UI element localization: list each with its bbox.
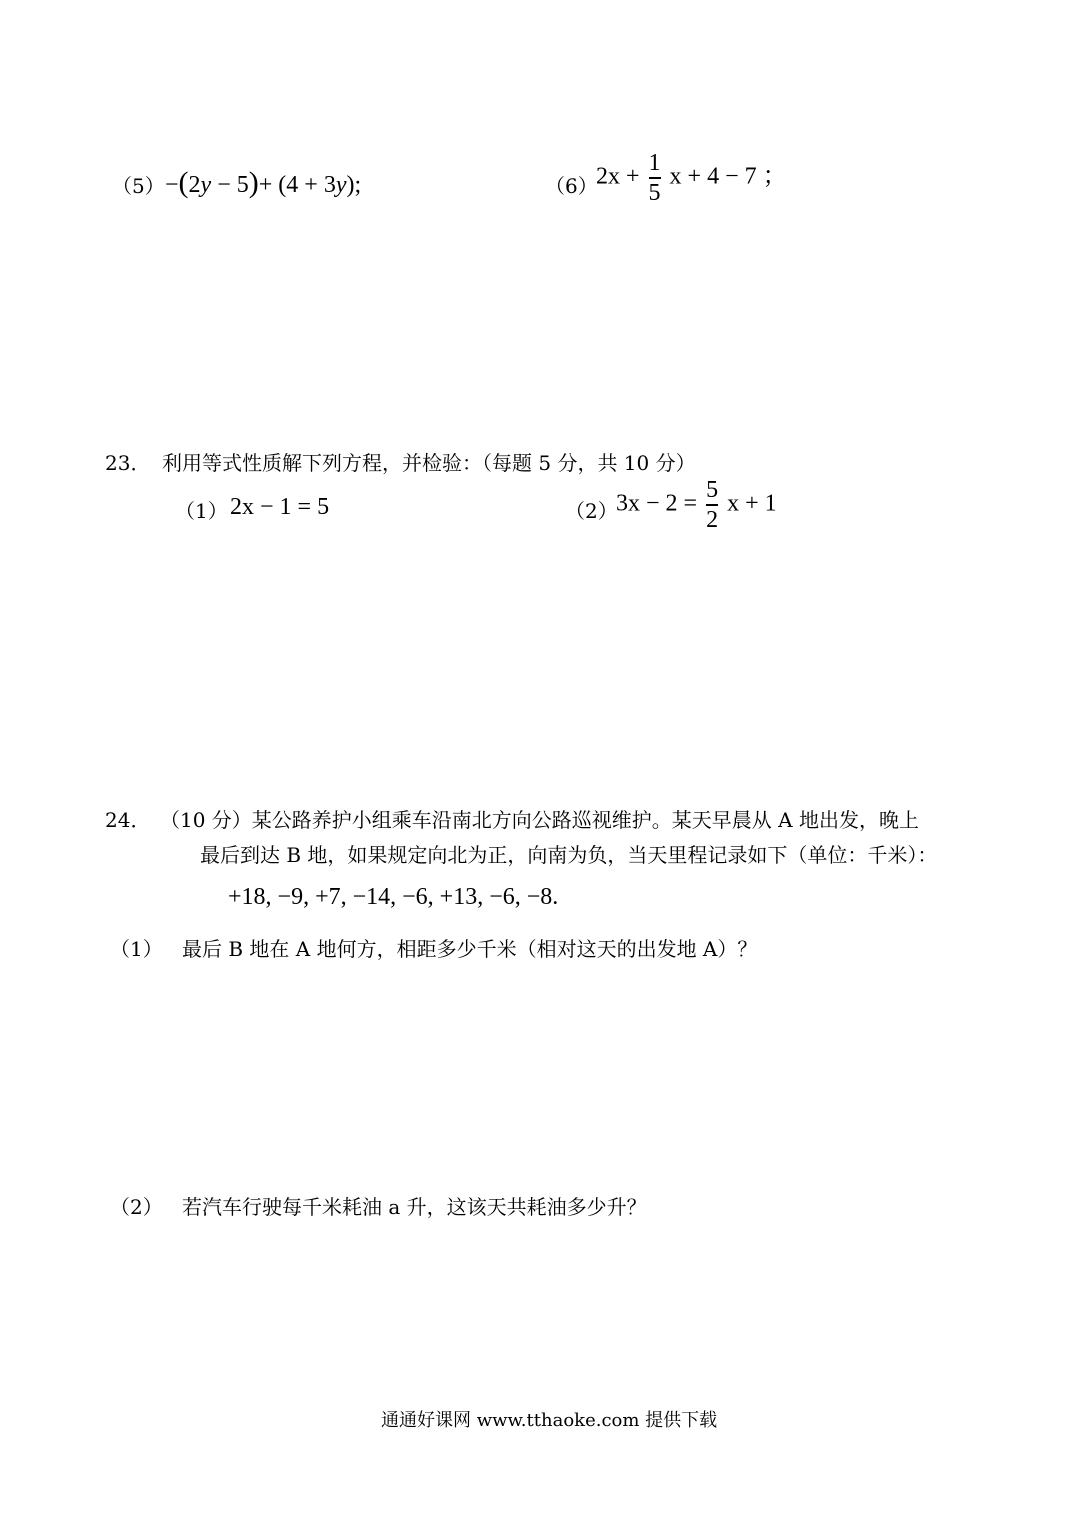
p5-minus-five: − 5 [211,172,249,198]
problem-6-expression [596,150,787,206]
q24-sub2-text: 若汽车行驶每千米耗油 a 升，这该天共耗油多少升？ [182,1195,647,1219]
p5-var-y2: y [335,172,347,198]
p6-numerator: 1 [648,150,661,176]
q23-p2-denominator: 2 [706,507,719,533]
q23-p2-numerator: 5 [706,477,719,503]
problem-5-expression [165,168,361,200]
q23-part1-label: （1） [175,499,228,523]
p5-tail: ); [346,172,362,198]
p5-var-y: y [200,172,212,198]
footer-source: 通通好课网 www.tthaoke.com 提供下载 [381,1410,718,1431]
problem-6-label: （6） [545,174,598,198]
p5-rparen: ) [248,166,259,199]
q23-part1-expression: 2x − 1 = 5 [230,494,330,520]
question-24-line-2: 最后到达 B 地，如果规定向北为正，向南为负，当天里程记录如下（单位：千米）： [200,843,938,867]
p6-fraction [649,150,661,206]
p5-minus: − [165,172,179,198]
q23-part2-expression [616,477,777,533]
q23-p2-fraction [706,477,718,533]
question-23-number: 23． [105,451,151,475]
p6-denominator: 5 [648,180,661,206]
q24-sub2-label: （2） [110,1195,163,1219]
question-24-number: 24． [105,808,151,832]
q24-sub1-text: 最后 B 地在 A 地何方，相距多少千米（相对这天的出发地 A）？ [182,937,758,961]
q23-part2-label: （2） [565,499,618,523]
mileage-record: +18, −9, +7, −14, −6, +13, −6, −8. [228,884,559,910]
question-24-line-1: （10 分）某公路养护小组乘车沿南北方向公路巡视维护。某天早晨从 A 地出发，晚上 [160,808,919,832]
question-23-text: 利用等式性质解下列方程，并检验：（每题 5 分，共 10 分） [162,451,696,475]
p6-fraction-bar [649,177,661,179]
q24-sub1-label: （1） [110,937,163,961]
p5-coef: 2 [188,172,201,198]
p6-post: x + 4 − 7 ； [669,163,787,190]
problem-5-label: （5） [112,174,165,198]
q23-p2-post: x + 1 [727,490,777,517]
p6-pre: 2x + [596,163,640,190]
q23-p2-pre: 3x − 2 = [616,490,698,517]
p5-plus-group: + (4 + 3 [258,172,336,198]
q23-p2-fraction-bar [706,504,718,506]
p5-lparen: ( [178,166,189,199]
